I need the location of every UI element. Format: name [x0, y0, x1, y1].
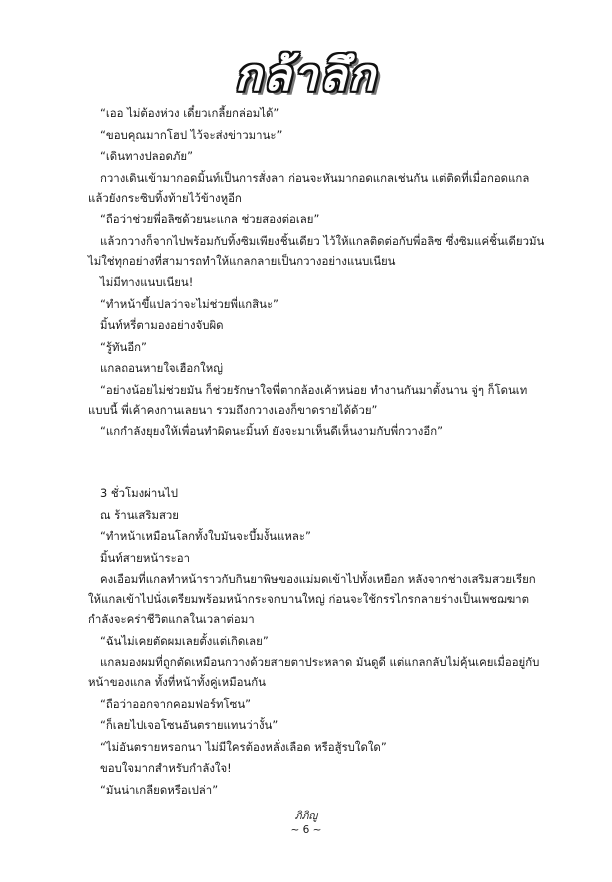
scene-heading: 3 ชั่วโมงผ่านไป	[100, 486, 178, 500]
paragraph: “ฉันไม่เคยตัดผมเลยตั้งแต่เกิดเลย”	[100, 633, 269, 648]
paragraph: “ถือว่าออกจากคอมฟอร์ทโซน”	[100, 696, 252, 711]
author-name: ภิภิญู	[294, 810, 318, 822]
paragraph: ขอบใจมากสำหรับกำลังใจ!	[100, 761, 232, 775]
title-logo: กล้าลึก	[235, 50, 377, 101]
paragraph: “แกกำลังยุยงให้เพื่อนทำผิดนะมิ้นท์ ยังจะมาเห็นดีเห็นงามกับพี่กวางอีก”	[100, 424, 443, 438]
page-number: ~ 6 ~	[290, 824, 322, 836]
paragraph: แล้วกวางก็จากไปพร้อมกับทิ้งซิมเพียงชิ้นเดียว ไว้ให้แกลติดต่อกับพี่อลิซ ซึ่งซิมแค่ชิ้นเดียวมันไม่ใช่ทุกอย่างที่สามารถทำให้แกลกลายเป็นกวางอย่างแนบเนียน	[88, 233, 545, 268]
page-footer	[0, 809, 612, 837]
paragraph: “ขอบคุณมากโฮป ไว้จะส่งข่าวมานะ”	[100, 127, 283, 142]
paragraph: แกลถอนหายใจเฮือกใหญ่	[100, 361, 223, 375]
paragraph: “มันน่าเกลียดหรือเปล่า”	[100, 782, 219, 797]
paragraph: แกลมองผมที่ถูกตัดเหมือนกวางด้วยสายตาประหลาด มันดูดี แต่แกลกลับไม่คุ้นเคยเมื่ออยู่กับหน้าของแกล ทั้งที่หน้าทั้งคู่เหมือนกัน	[88, 655, 540, 689]
paragraph: “เดินทางปลอดภัย”	[100, 149, 193, 163]
paragraph: “ทำหน้าขึ้แปลว่าจะไม่ช่วยพี่แกสินะ”	[100, 296, 279, 311]
paragraph: “ทำหน้าเหมือนโลกทั้งใบมันจะบึ้มงั้นแหละ”	[100, 529, 311, 543]
paragraph: “รู้ทันอีก”	[100, 339, 147, 354]
paragraph: มิ้นท์สายหน้าระอา	[100, 550, 190, 565]
paragraph: ไม่มีทางแนบเนียน!	[100, 275, 194, 289]
body-text	[88, 103, 548, 801]
paragraph: “ไม่อันตรายหรอกนา ไม่มีใครต้องหลั่งเลือด หรือสู้รบใดใด”	[100, 739, 387, 754]
paragraph: กวางเดินเข้ามากอดมิ้นท์เป็นการสั่งลา ก่อนจะหันมากอดแกลเช่นกัน แต่ติดที่เมื่อกอดแกลแล้วยังกระซิบทิ้งท้ายไว้ข้างหูอีก	[88, 170, 530, 205]
paragraph: “เออ ไม่ต้องห่วง เดี๋ยวเกลี้ยกล่อมได้”	[100, 106, 280, 120]
paragraph: ณ ร้านเสริมสวย	[100, 507, 179, 522]
paragraph: มิ้นท์หรี่ตามองอย่างจับผิด	[100, 318, 224, 332]
paragraph: “ถือว่าช่วยพี่อลิซด้วยนะแกล ช่วยสองต่อเลย”	[100, 212, 320, 226]
paragraph: คงเอือมที่แกลทำหน้าราวกับกินยาพิษของแม่มดเข้าไปทั้งเหยือก หลังจากช่างเสริมสวยเรียกให้แกลเข้าไปนั่งเตรียมพร้อมหน้ากระจกบานใหญ่ ก่อนจะใช้กรรไกรกลายร่างเป็นเพชฌฆาตกำลังจะคร่าชีวิตแกลในเวลาต่อมา	[88, 572, 536, 626]
paragraph: “อย่างน้อยไม่ช่วยมัน ก็ช่วยรักษาใจพี่ตากล้องเค้าหน่อย ทำงานกันมาตั้งนาน จู่ๆ ก็โดนเทแบบนี้ พี่เค้าคงกานเลยนา รวมถึงกวางเองก็ขาดรายได้ด้วย”	[88, 382, 528, 417]
paragraph: “ก็เลยไปเจอโซนอันตรายแทนว่างั้น”	[100, 718, 279, 732]
